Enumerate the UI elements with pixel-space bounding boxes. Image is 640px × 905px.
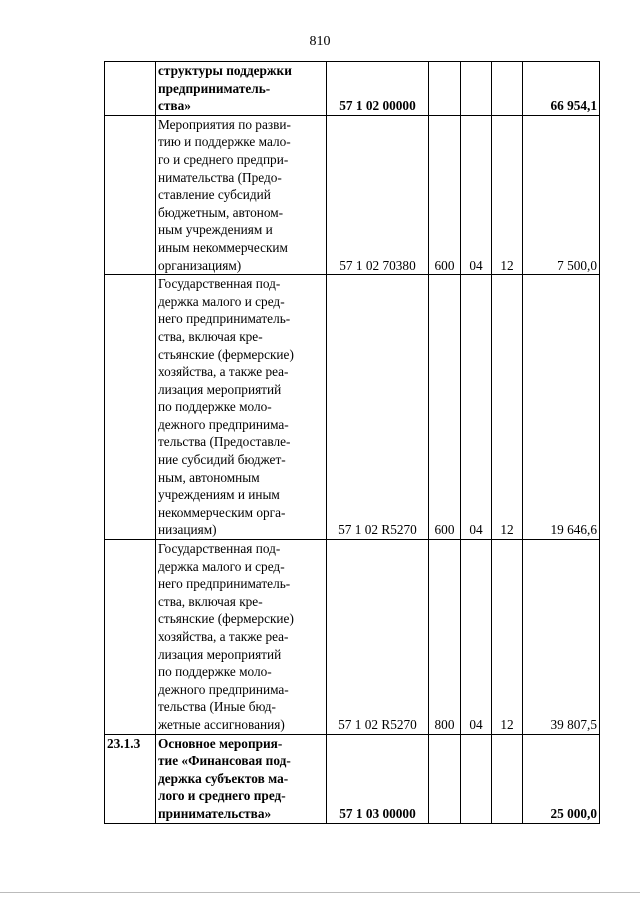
row-name: Мероприятия по разви- тию и поддержке мало- го и среднего предпри- нимательства (Предо- ставление субсидий бюджетным, автоном- ным учреждениям и иным некоммерческим организациям) (156, 115, 327, 274)
target-article-code: 57 1 03 00000 (327, 734, 429, 823)
subsection-code (492, 62, 523, 116)
subsection-code: 12 (492, 115, 523, 274)
expense-type: 600 (429, 115, 461, 274)
expense-type: 600 (429, 275, 461, 540)
footer-divider (0, 892, 640, 893)
table-row (105, 275, 600, 540)
target-article-code: 57 1 02 R5270 (327, 275, 429, 540)
row-name: Основное мероприя- тие «Финансовая под- держка субъектов ма- лого и среднего пред- принимательства» (156, 734, 327, 823)
expense-type (429, 734, 461, 823)
row-name: Государственная под- держка малого и сред- него предприниматель- ства, включая кре- стьянские (фермерские) хозяйства, а также реа- лизация мероприятий по поддержке моло- дежного предпринима- тельства (Иные бюд- жетные ассигнования) (156, 540, 327, 735)
row-number (105, 275, 156, 540)
subsection-code: 12 (492, 275, 523, 540)
amount: 25 000,0 (523, 734, 600, 823)
row-number (105, 540, 156, 735)
table-row (105, 540, 600, 735)
section-code (461, 734, 492, 823)
expense-type: 800 (429, 540, 461, 735)
row-name: Государственная под- держка малого и сред- него предприниматель- ства, включая кре- стьянские (фермерские) хозяйства, а также реа- лизация мероприятий по поддержке моло- дежного предпринима- тельства (Предоставле- ние субсидий бюджет- ным, автономным учреждениям и иным некоммерческим орга- низациям) (156, 275, 327, 540)
target-article-code: 57 1 02 00000 (327, 62, 429, 116)
page-number: 810 (309, 34, 331, 49)
amount: 19 646,6 (523, 275, 600, 540)
subsection-code: 12 (492, 540, 523, 735)
row-number (105, 115, 156, 274)
section-code: 04 (461, 115, 492, 274)
section-code: 04 (461, 540, 492, 735)
amount: 66 954,1 (523, 62, 600, 116)
target-article-code: 57 1 02 R5270 (327, 540, 429, 735)
section-code (461, 62, 492, 116)
amount: 7 500,0 (523, 115, 600, 274)
amount: 39 807,5 (523, 540, 600, 735)
row-number (105, 62, 156, 116)
row-number: 23.1.3 (105, 734, 156, 823)
target-article-code: 57 1 02 70380 (327, 115, 429, 274)
subsection-code (492, 734, 523, 823)
table-row (105, 734, 600, 823)
table-row (105, 62, 600, 116)
section-code: 04 (461, 275, 492, 540)
table-row (105, 115, 600, 274)
row-name: структуры поддержки предприниматель- ства» (156, 62, 327, 116)
expense-type (429, 62, 461, 116)
budget-table (104, 61, 600, 824)
